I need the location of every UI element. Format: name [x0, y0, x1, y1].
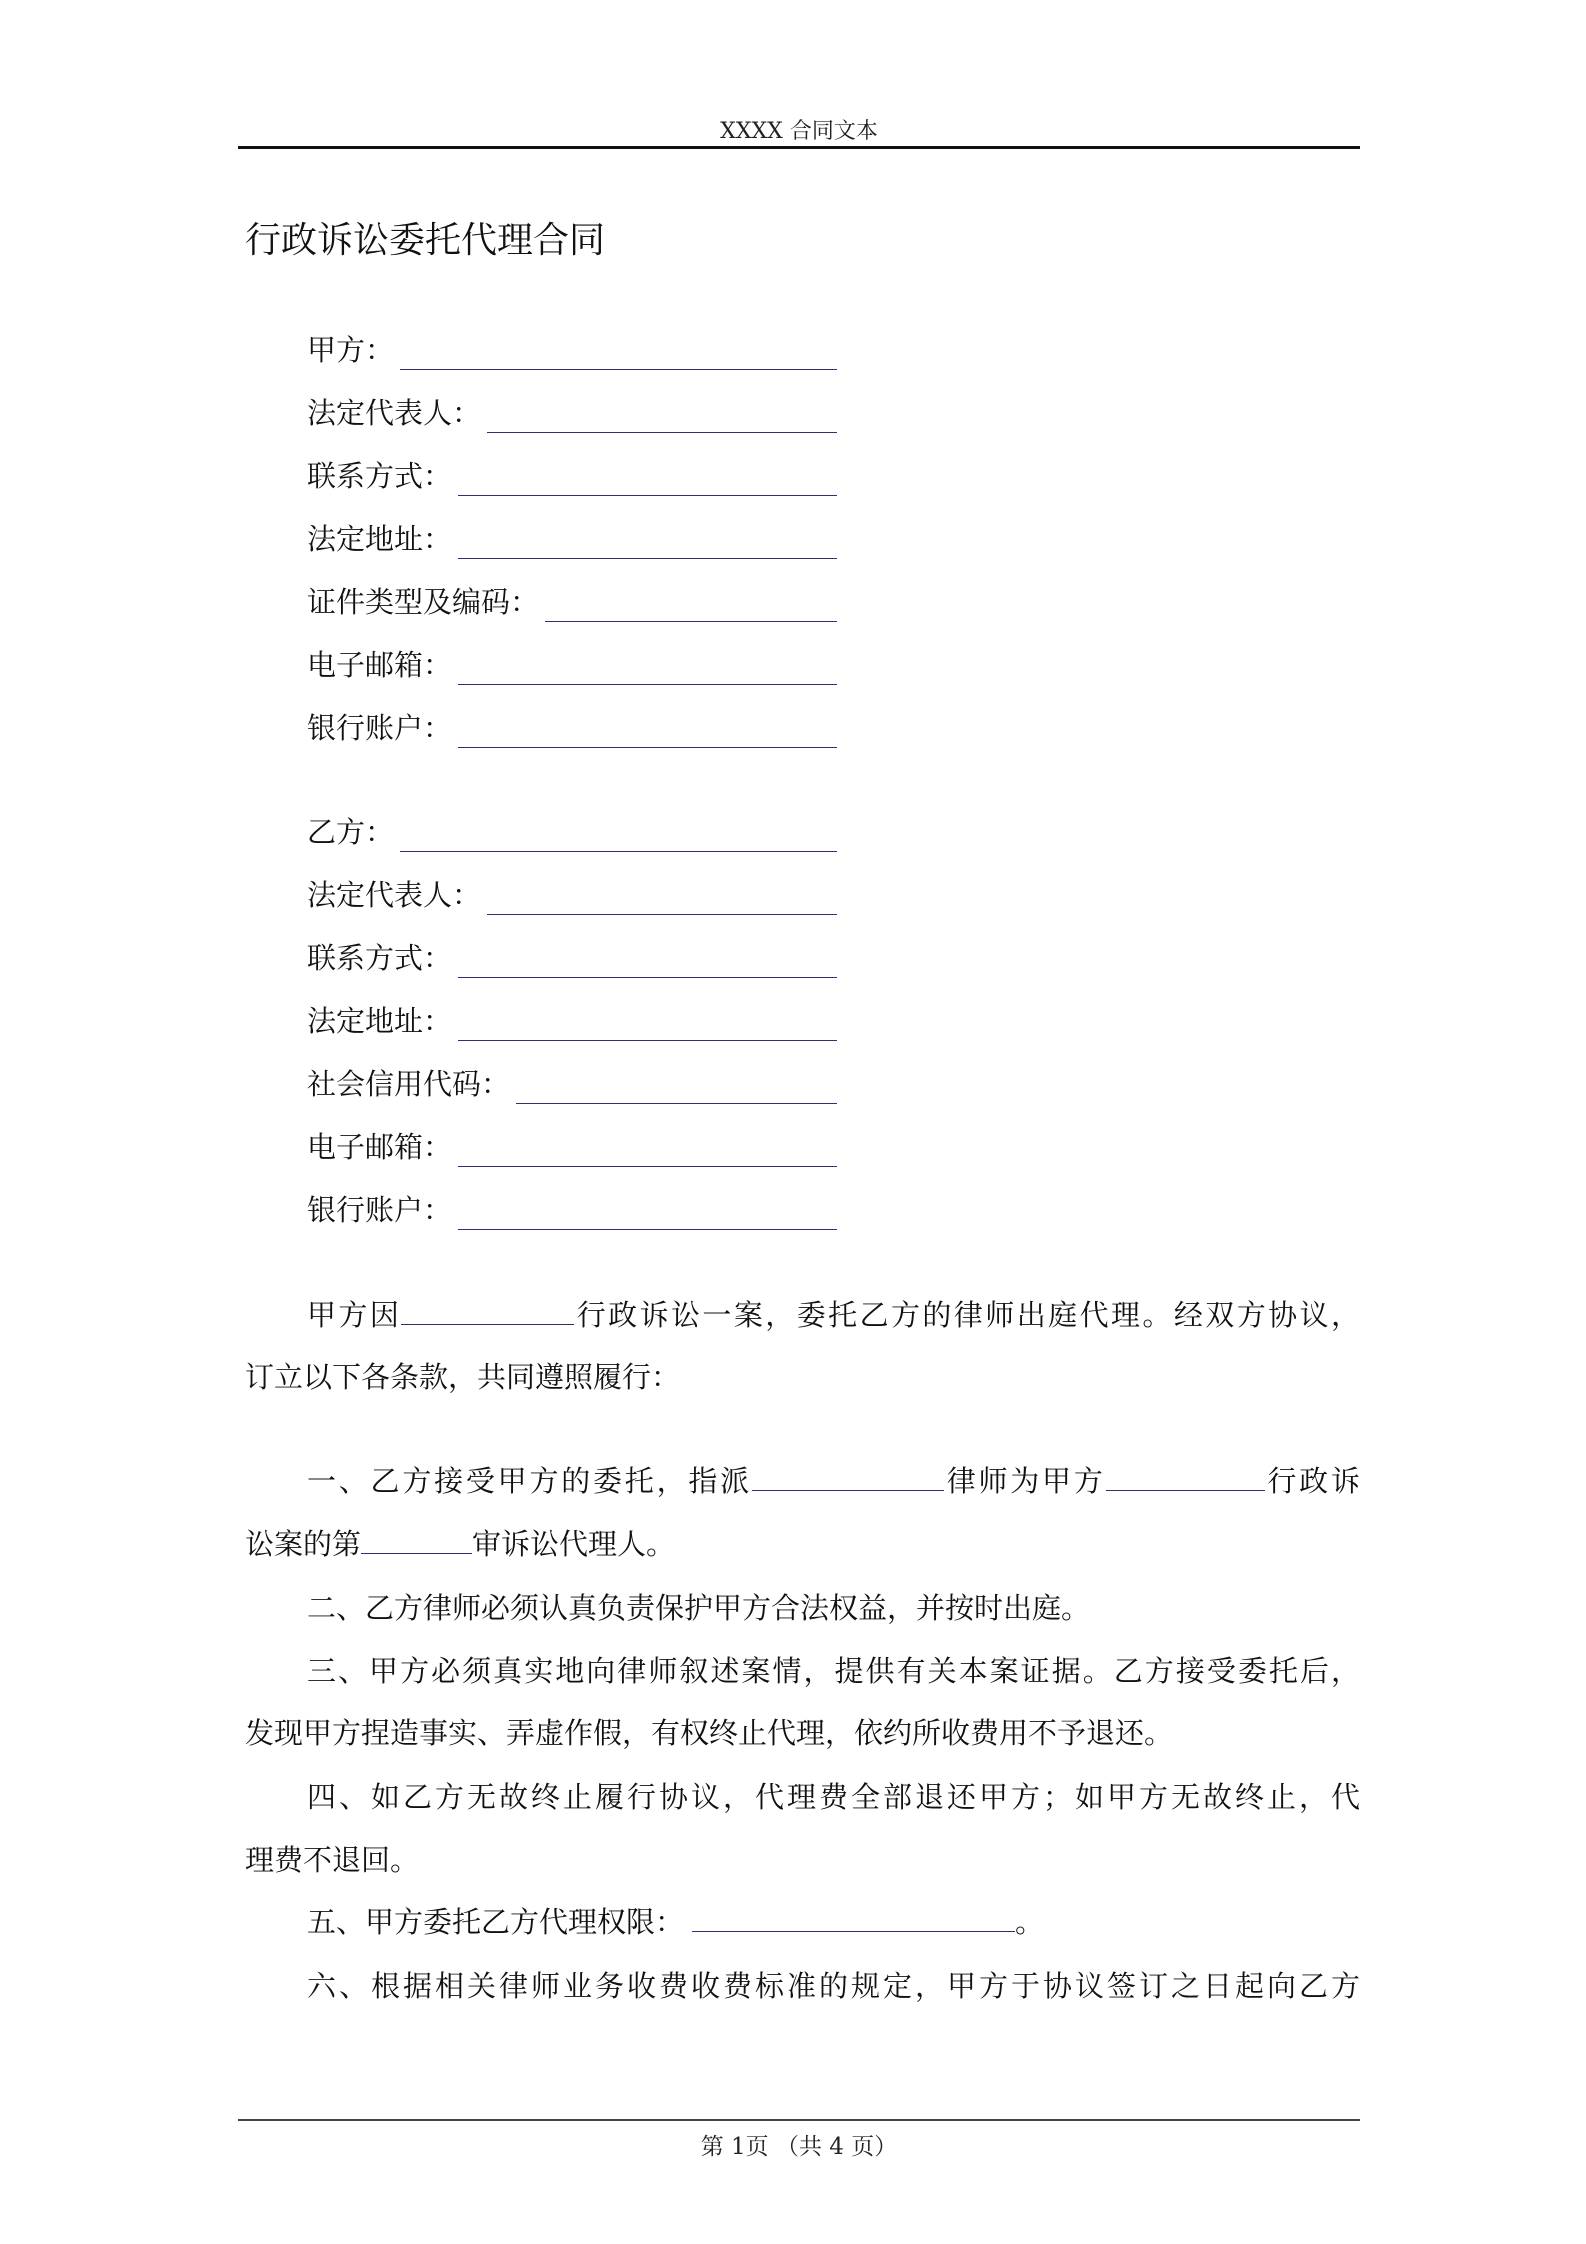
- clause-2: 二、乙方律师必须认真负责保护甲方合法权益，并按时出庭。: [307, 1591, 1091, 1625]
- intro-text: 甲方因: [307, 1298, 402, 1332]
- blank-line: [487, 884, 837, 915]
- clause-text: 行政诉: [1264, 1464, 1360, 1498]
- field-label: 社会信用代码：: [307, 1067, 511, 1101]
- clause-3-line-2: 发现甲方捏造事实、弄虚作假，有权终止代理，依约所收费用不予退还。: [245, 1716, 1174, 1750]
- party-b-address-field: [307, 1001, 837, 1041]
- authority-blank: [692, 1903, 1015, 1932]
- blank-line: [487, 402, 837, 433]
- clause-6-line-1: 六、根据相关律师业务收费收费标准的规定，甲方于协议签订之日起向乙方: [307, 1969, 1360, 2003]
- instance-blank: [361, 1525, 472, 1554]
- field-label: 银行账户：: [307, 1193, 453, 1227]
- clause-text: 五、甲方委托乙方代理权限：: [307, 1905, 685, 1939]
- clause-text: 讼案的第: [245, 1527, 362, 1561]
- party-a-bank-field: [307, 708, 837, 748]
- clause-5: [307, 1902, 1044, 1942]
- clause-4-line-2: 理费不退回。: [245, 1843, 420, 1877]
- field-label: 银行账户：: [307, 711, 453, 745]
- clause-4-line-1: 四、如乙方无故终止履行协议，代理费全部退还甲方；如甲方无故终止，代: [307, 1780, 1360, 1814]
- field-label: 联系方式：: [307, 459, 453, 493]
- blank-line: [400, 821, 837, 852]
- case-type-blank: [1106, 1462, 1265, 1491]
- blank-line: [458, 465, 837, 496]
- footer-rule: [238, 2119, 1360, 2121]
- party-b-email-field: [307, 1127, 837, 1167]
- lawyer-blank: [752, 1462, 944, 1491]
- field-label: 乙方：: [307, 815, 395, 849]
- field-label: 法定代表人：: [307, 878, 482, 912]
- intro-line-2: 订立以下各条款，共同遵照履行：: [245, 1360, 681, 1394]
- blank-line: [458, 1136, 837, 1167]
- field-label: 联系方式：: [307, 941, 453, 975]
- clause-text: 一、乙方接受甲方的委托，指派: [307, 1464, 752, 1498]
- header-rule: [238, 146, 1360, 149]
- party-b-legal-rep-field: [307, 875, 837, 915]
- field-label: 电子邮箱：: [307, 648, 453, 682]
- party-a-contact-field: [307, 456, 837, 496]
- field-label: 法定地址：: [307, 522, 453, 556]
- blank-line: [458, 1199, 837, 1230]
- field-label: 证件类型及编码：: [307, 585, 540, 619]
- case-blank: [401, 1296, 574, 1325]
- party-a-name-field: [307, 330, 837, 370]
- clause-3-line-1: 三、甲方必须真实地向律师叙述案情，提供有关本案证据。乙方接受委托后，: [307, 1654, 1360, 1688]
- blank-line: [458, 1010, 837, 1041]
- page-number: 第 1页 （共 4 页）: [700, 2134, 898, 2160]
- intro-text: 行政诉讼一案，委托乙方的律师出庭代理。经双方协议，: [574, 1298, 1360, 1332]
- clause-text: 审诉讼代理人。: [472, 1527, 676, 1561]
- field-label: 法定代表人：: [307, 396, 482, 430]
- party-b-contact-field: [307, 938, 837, 978]
- party-a-email-field: [307, 645, 837, 685]
- party-b-bank-field: [307, 1190, 837, 1230]
- clause-1-line-1: [307, 1461, 1360, 1501]
- party-a-id-field: [307, 582, 837, 622]
- field-label: 法定地址：: [307, 1004, 453, 1038]
- intro-line-1: [307, 1295, 1360, 1335]
- party-b-credit-code-field: [307, 1064, 837, 1104]
- clause-text: 。: [1015, 1905, 1045, 1939]
- blank-line: [545, 591, 837, 622]
- field-label: 电子邮箱：: [307, 1130, 453, 1164]
- clause-1-line-2: [245, 1524, 675, 1564]
- party-b-name-field: [307, 812, 837, 852]
- party-a-address-field: [307, 519, 837, 559]
- blank-line: [458, 717, 837, 748]
- party-a-legal-rep-field: [307, 393, 837, 433]
- blank-line: [458, 947, 837, 978]
- document-title: 行政诉讼委托代理合同: [245, 220, 606, 261]
- blank-line: [516, 1073, 837, 1104]
- blank-line: [458, 528, 837, 559]
- field-label: 甲方：: [307, 333, 395, 367]
- blank-line: [400, 339, 837, 370]
- blank-line: [458, 654, 837, 685]
- page-header: XXXX 合同文本: [720, 119, 878, 144]
- clause-text: 律师为甲方: [943, 1464, 1106, 1498]
